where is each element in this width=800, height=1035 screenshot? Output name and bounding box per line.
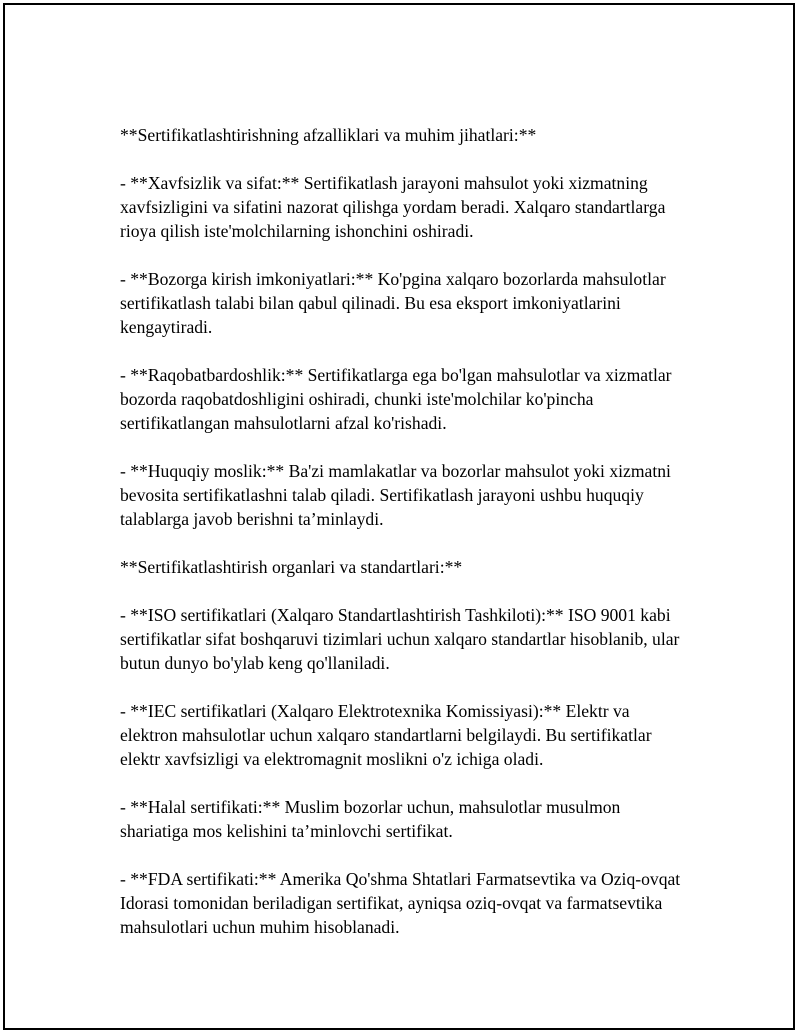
- section-heading-benefits: **Sertifikatlashtirishning afzalliklari va muhim jihatlari:**: [120, 125, 537, 145]
- list-item-fda: - **FDA sertifikati:** Amerika Qo'shma Shtatlari Farmatsevtika va Oziq-ovqat Idorasi tomonidan beriladigan sertifikat, ayniqsa oziq-ovqat va farmatsevtika mahsulotlari uchun muhim hisoblanadi.: [120, 869, 681, 937]
- section-heading-bodies-standards: **Sertifikatlashtirish organlari va standartlari:**: [120, 557, 463, 577]
- list-item-legal-compliance: - **Huquqiy moslik:** Ba'zi mamlakatlar va bozorlar mahsulot yoki xizmatni bevosita sertifikatlashni talab qiladi. Sertifikatlash jarayoni ushbu huquqiy talablarga javob berishni ta’minlaydi.: [120, 461, 671, 529]
- document-body: [120, 123, 690, 939]
- list-item-iso: - **ISO sertifikatlari (Xalqaro Standartlashtirish Tashkiloti):** ISO 9001 kabi sertifikatlar sifat boshqaruvi tizimlari uchun xalqaro standartlar hisoblanib, ular butun dunyo bo'ylab keng qo'llaniladi.: [120, 605, 680, 673]
- list-item-competitiveness: - **Raqobatbardoshlik:** Sertifikatlarga ega bo'lgan mahsulotlar va xizmatlar bozorda raqobatdoshligini oshiradi, chunki iste'molchilar ko'pincha sertifikatlangan mahsulotlarni afzal ko'rishadi.: [120, 365, 672, 433]
- list-item-market-access: - **Bozorga kirish imkoniyatlari:** Ko'pgina xalqaro bozorlarda mahsulotlar sertifikatlash talabi bilan qabul qilinadi. Bu esa eksport imkoniyatlarini kengaytiradi.: [120, 269, 666, 337]
- list-item-safety-quality: - **Xavfsizlik va sifat:** Sertifikatlash jarayoni mahsulot yoki xizmatning xavfsizligini va sifatini nazorat qilishga yordam beradi. Xalqaro standartlarga rioya qilish iste'molchilarning ishonchini oshiradi.: [120, 173, 666, 241]
- list-item-iec: - **IEC sertifikatlari (Xalqaro Elektrotexnika Komissiyasi):** Elektr va elektron mahsulotlar uchun xalqaro standartlarni belgilaydi. Bu sertifikatlar elektr xavfsizligi va elektromagnit moslikni o'z ichiga oladi.: [120, 701, 652, 769]
- list-item-halal: - **Halal sertifikati:** Muslim bozorlar uchun, mahsulotlar musulmon shariatiga mos kelishini ta’minlovchi sertifikat.: [120, 797, 621, 841]
- page-frame: [3, 3, 795, 1030]
